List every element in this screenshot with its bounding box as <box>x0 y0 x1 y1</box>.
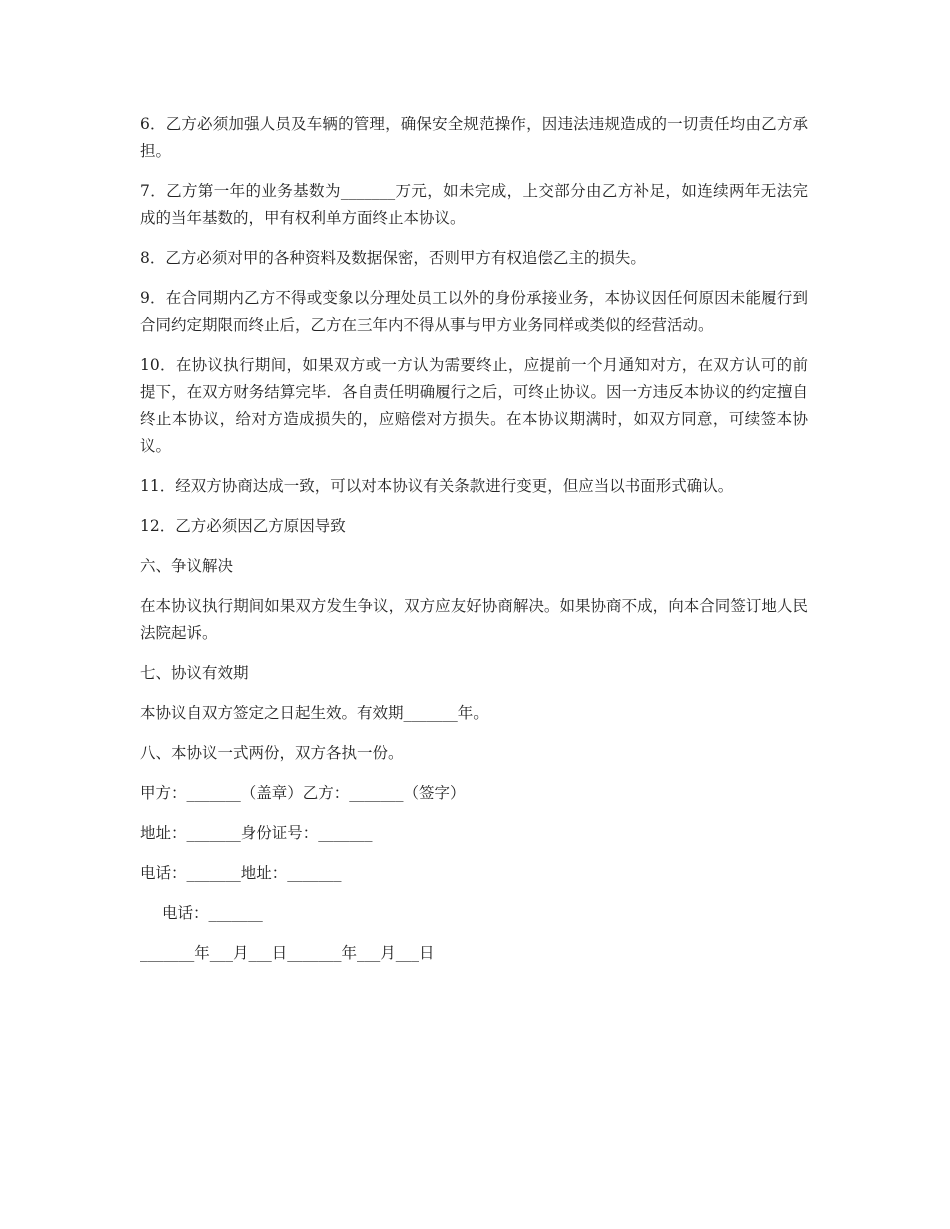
section-heading-validity: 七、协议有效期 <box>140 664 249 682</box>
validity-text: 本协议自双方签定之日起生效。有效期_______年。 <box>140 704 489 722</box>
signature-party-line: 甲方：_______（盖章）乙方：_______（签字） <box>140 784 466 802</box>
dispute-text: 在本协议执行期间如果双方发生争议，双方应友好协商解决。如果协商不成，向本合同签订地人民法院起诉。 <box>140 597 808 642</box>
clause-10: 10．在协议执行期间，如果双方或一方认为需要终止，应提前一个月通知对方，在双方认可的前提下，在双方财务结算完毕．各自责任明确履行之后，可终止协议。因一方违反本协议的约定擅自终止本协议，给对方造成损失的，应赔偿对方损失。在本协议期满时，如双方同意，可续签本协议。 <box>140 356 808 455</box>
clause-12: 12．乙方必须因乙方原因导致 <box>140 517 346 535</box>
document-page <box>140 111 808 980</box>
clause-9: 9．在合同期内乙方不得或变象以分理处员工以外的身份承接业务，本协议因任何原因未能履行到合同约定期限而终止后，乙方在三年内不得从事与甲方业务同样或类似的经营活动。 <box>140 289 808 334</box>
clause-6: 6．乙方必须加强人员及车辆的管理，确保安全规范操作，因违法违规造成的一切责任均由乙方承担。 <box>140 115 808 160</box>
section-heading-dispute: 六、争议解决 <box>140 557 234 575</box>
clause-7: 7．乙方第一年的业务基数为_______万元，如未完成，上交部分由乙方补足，如连续两年无法完成的当年基数的，甲有权利单方面终止本协议。 <box>140 182 808 227</box>
phone-line: 电话：_______ <box>162 904 263 922</box>
clause-8: 8．乙方必须对甲的各种资料及数据保密，否则甲方有权追偿乙主的损失。 <box>140 249 646 267</box>
clause-11: 11．经双方协商达成一致，可以对本协议有关条款进行变更，但应当以书面形式确认。 <box>140 477 734 495</box>
phone-address-line: 电话：_______地址：_______ <box>140 864 342 882</box>
address-id-line: 地址：_______身份证号：_______ <box>140 824 373 842</box>
date-line: _______年___月___日_______年___月___日 <box>140 944 435 962</box>
section-copies: 八、本协议一式两份，双方各执一份。 <box>140 744 404 762</box>
